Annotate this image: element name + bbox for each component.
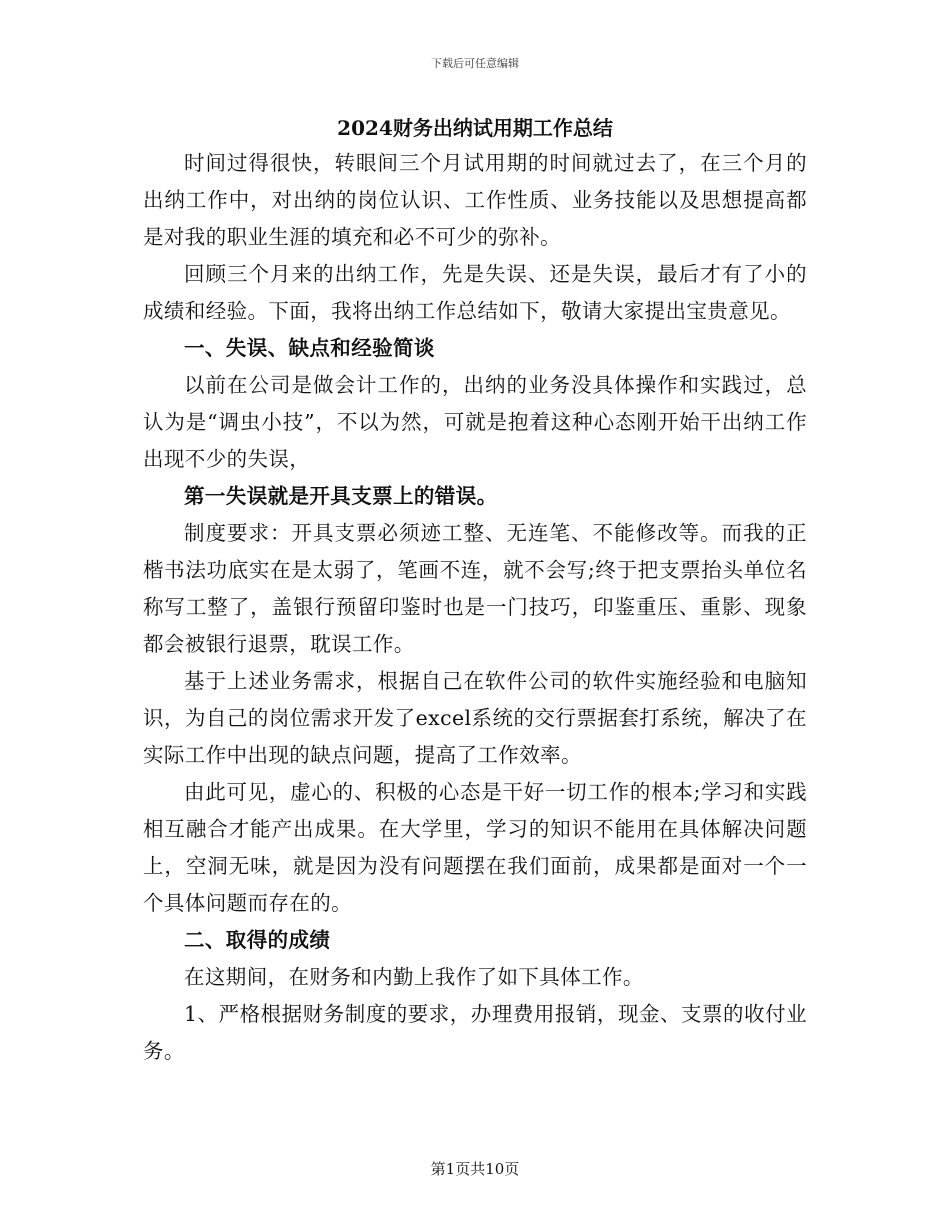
paragraph-intro: 时间过得很快，转眼间三个月试用期的时间就过去了，在三个月的出纳工作中，对出纳的岗位认识、工作性质、业务技能以及思想提高都是对我的职业生涯的填充和必不可少的弥补。 bbox=[143, 151, 807, 249]
section-heading-achievements: 二、取得的成绩 bbox=[184, 928, 331, 952]
document-body bbox=[143, 145, 807, 1070]
paragraph-solution: 基于上述业务需求，根据自己在软件公司的软件实施经验和电脑知识，为自己的岗位需求开发了excel系统的交行票据套打系统，解决了在实际工作中出现的缺点问题，提高了工作效率。 bbox=[143, 669, 807, 767]
paragraph-item-1: 1、严格根据财务制度的要求，办理费用报销，现金、支票的收付业务。 bbox=[143, 1002, 807, 1063]
paragraph-conclusion: 由此可见，虚心的、积极的心态是干好一切工作的根本;学习和实践相互融合才能产出成果。在大学里，学习的知识不能用在具体解决问题上，空洞无味，就是因为没有问题摆在我们面前，成果都是面对一个一个具体问题而存在的。 bbox=[143, 780, 807, 915]
paragraph-background: 以前在公司是做会计工作的，出纳的业务没具体操作和实践过，总认为是“调虫小技”，不以为然，可就是抱着这种心态刚开始干出纳工作出现不少的失误， bbox=[143, 373, 807, 471]
paragraph-review: 回顾三个月来的出纳工作，先是失误、还是失误，最后才有了小的成绩和经验。下面，我将出纳工作总结如下，敬请大家提出宝贵意见。 bbox=[143, 262, 807, 323]
document-title: 2024财务出纳试用期工作总结 bbox=[337, 116, 613, 140]
subheading-first-mistake: 第一失误就是开具支票上的错误。 bbox=[184, 484, 498, 508]
section-heading-mistakes: 一、失误、缺点和经验简谈 bbox=[184, 336, 435, 360]
paragraph-rules: 制度要求：开具支票必须迹工整、无连笔、不能修改等。而我的正楷书法功底实在是太弱了，笔画不连，就不会写;终于把支票抬头单位名称写工整了，盖银行预留印鉴时也是一门技巧，印鉴重压、重影、现象都会被银行退票，耽误工作。 bbox=[143, 521, 807, 656]
download-note: 下载后可任意编辑 bbox=[431, 57, 519, 70]
paragraph-work-intro: 在这期间，在财务和内勤上我作了如下具体工作。 bbox=[184, 965, 644, 989]
page-number: 第1页共10页 bbox=[430, 1160, 520, 1178]
